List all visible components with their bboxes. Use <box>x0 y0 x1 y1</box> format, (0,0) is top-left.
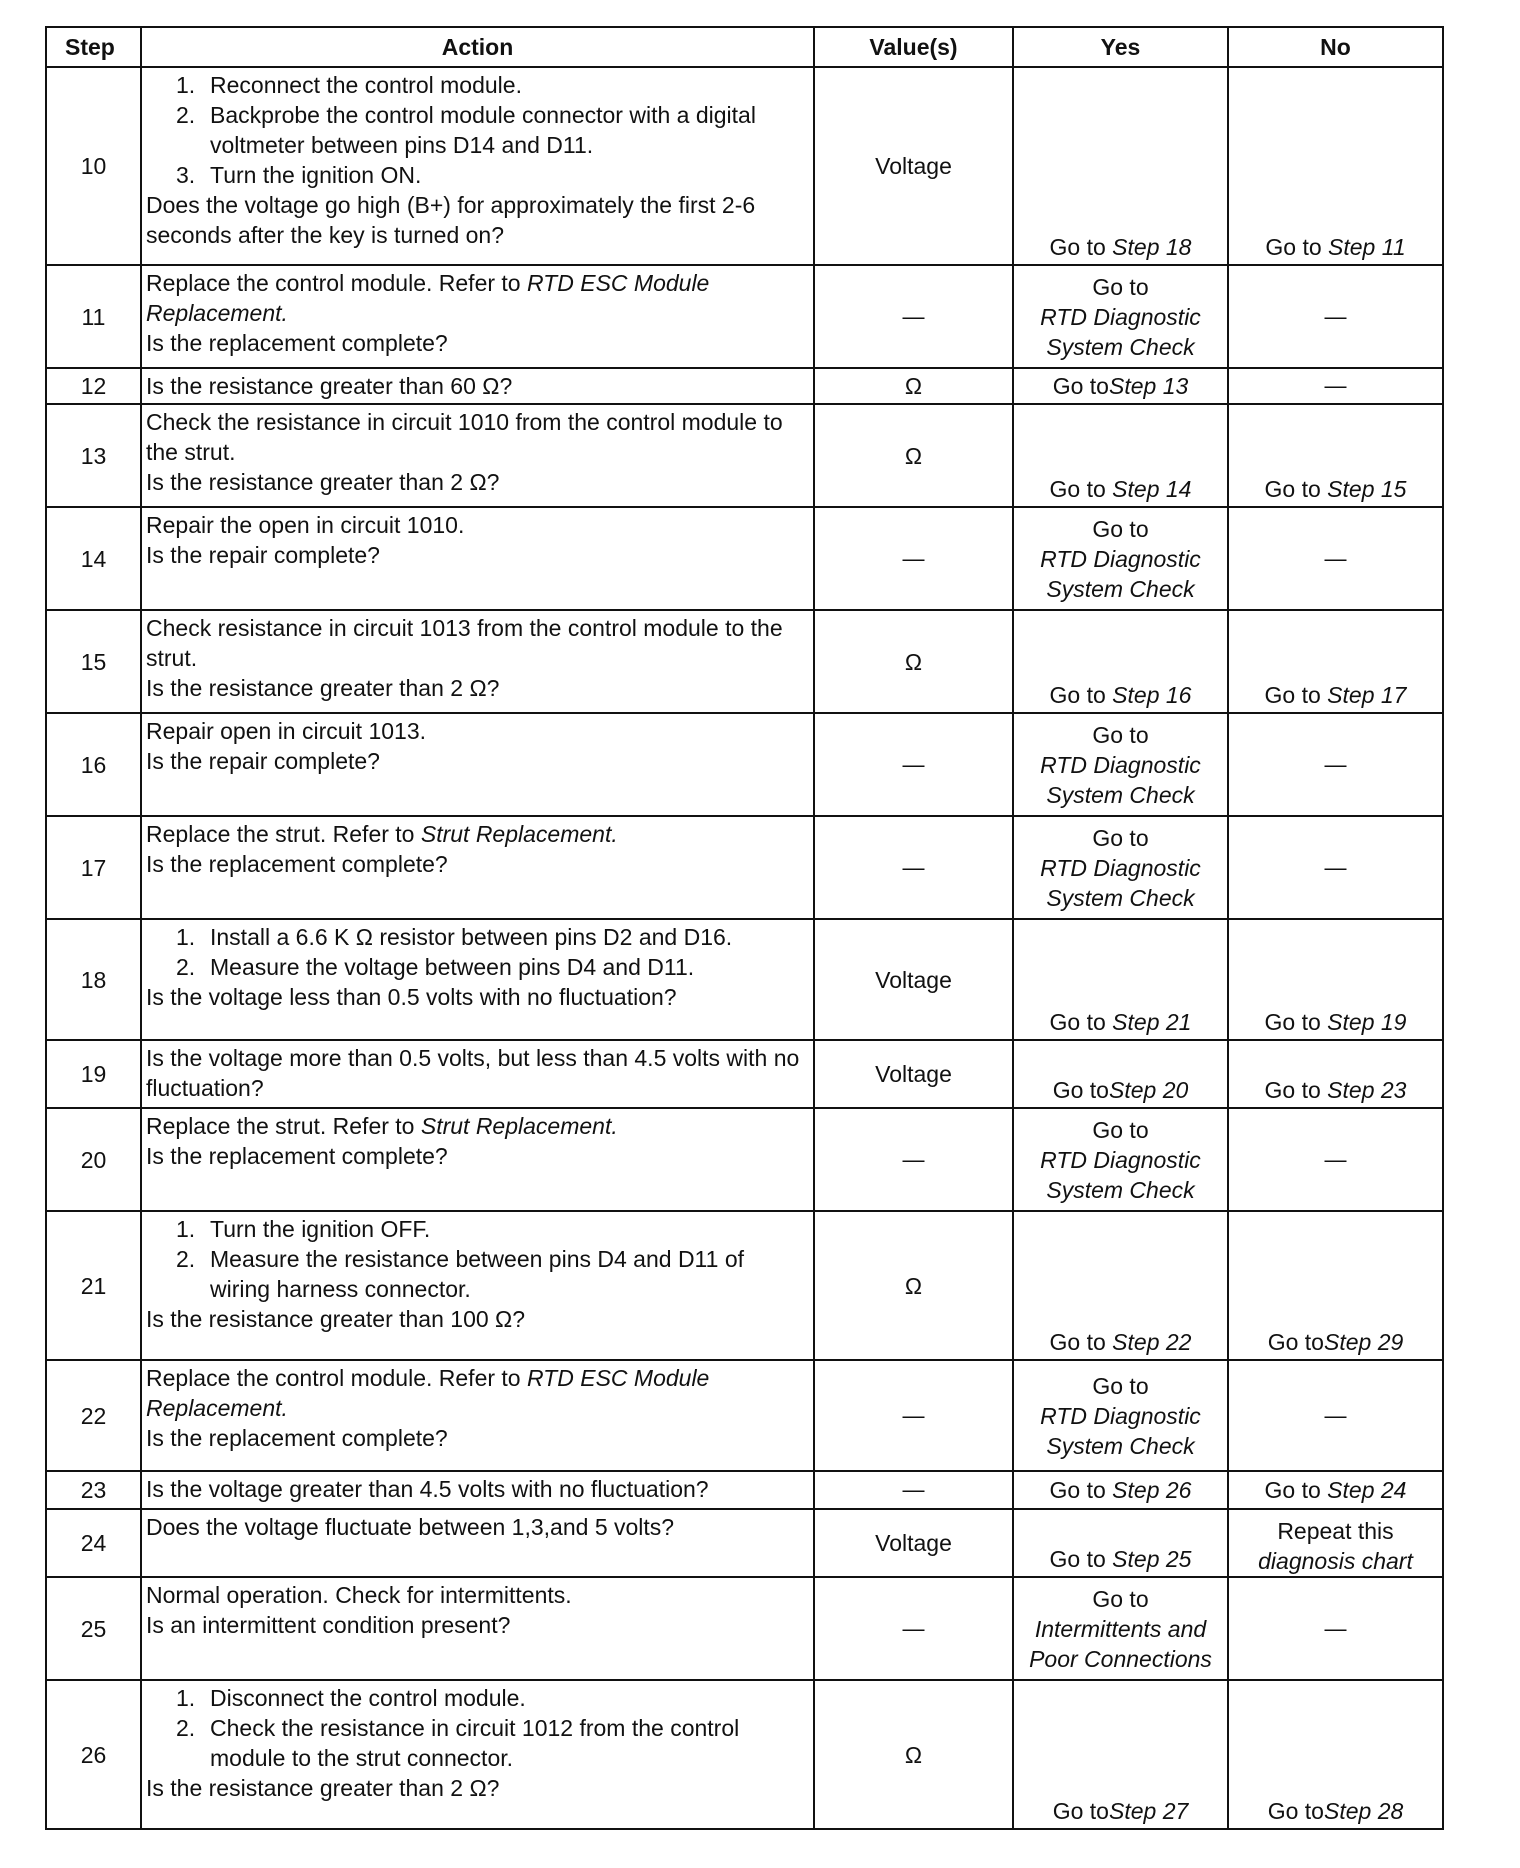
no-cell <box>1228 1471 1443 1509</box>
action-instruction <box>146 407 809 467</box>
table-row <box>46 1509 1443 1577</box>
action-question: Is the voltage more than 0.5 volts, but less than 4.5 volts with no fluctuation? <box>146 1045 800 1101</box>
no-target[interactable]: Step 11 <box>1328 234 1406 260</box>
action-step-item <box>176 1244 809 1304</box>
no-target[interactable]: Step 23 <box>1327 1077 1407 1103</box>
value-cell: Ω <box>814 404 1013 507</box>
yes-cell <box>1013 507 1228 610</box>
diagnostic-table-page <box>45 26 1442 1830</box>
step-number: 25 <box>46 1577 141 1680</box>
header-values: Value(s) <box>814 27 1013 67</box>
header-no: No <box>1228 27 1443 67</box>
value-cell: — <box>814 1471 1013 1509</box>
action-instruction <box>146 510 809 540</box>
yes-goto-text: Go to <box>1049 1329 1113 1355</box>
action-instruction-text: Repair the open in circuit 1010. <box>146 512 465 538</box>
action-question: Is the repair complete? <box>146 748 380 774</box>
yes-goto-text: Go to <box>1049 682 1113 708</box>
action-question: Is the voltage greater than 4.5 volts with no fluctuation? <box>146 1476 709 1502</box>
action-step-item <box>176 952 809 982</box>
action-steps-list <box>146 1214 809 1304</box>
yes-cell <box>1013 1040 1228 1108</box>
yes-target[interactable]: Step 14 <box>1112 476 1192 502</box>
step-number: 18 <box>46 919 141 1040</box>
action-step-text: Measure the resistance between pins D4 and D11 of wiring harness connector. <box>210 1246 744 1302</box>
yes-goto-text: Go to <box>1052 1077 1109 1103</box>
no-goto-text: Go to <box>1267 1329 1324 1355</box>
action-question: Does the voltage go high (B+) for approximately the first 2-6 seconds after the key is turned on? <box>146 192 756 248</box>
step-number: 14 <box>46 507 141 610</box>
no-goto-text: Go to <box>1264 1477 1328 1503</box>
action-cell <box>141 368 814 404</box>
no-target[interactable]: Step 24 <box>1327 1477 1407 1503</box>
yes-target[interactable]: RTD Diagnostic System Check <box>1040 1402 1201 1459</box>
value-cell: Ω <box>814 610 1013 713</box>
action-step-item <box>176 1214 809 1244</box>
action-instruction <box>146 1580 809 1610</box>
yes-goto-text: Go to <box>1049 1477 1113 1503</box>
action-question: Is the resistance greater than 2 Ω? <box>146 469 500 495</box>
yes-cell <box>1013 713 1228 816</box>
action-question: Is the replacement complete? <box>146 330 448 356</box>
yes-cell <box>1013 1360 1228 1471</box>
action-step-text: Measure the voltage between pins D4 and D11. <box>210 954 695 980</box>
yes-cell <box>1013 1680 1228 1829</box>
action-instruction-text: Replace the strut. Refer to <box>146 821 421 847</box>
action-cell <box>141 610 814 713</box>
action-cell <box>141 1680 814 1829</box>
yes-goto-text: Go to <box>1049 1009 1113 1035</box>
step-number: 17 <box>46 816 141 919</box>
value-cell: Voltage <box>814 1509 1013 1577</box>
yes-target[interactable]: Step 26 <box>1112 1477 1192 1503</box>
action-reference: RTD ESC Module Replacement. <box>146 270 710 326</box>
yes-cell <box>1013 265 1228 368</box>
no-cell <box>1228 1680 1443 1829</box>
step-number: 23 <box>46 1471 141 1509</box>
step-number: 24 <box>46 1509 141 1577</box>
action-step-number: 2. <box>176 1715 196 1741</box>
action-step-number: 3. <box>176 162 196 188</box>
action-step-number: 2. <box>176 1246 196 1272</box>
action-cell <box>141 404 814 507</box>
yes-target[interactable]: Intermittents and Poor Connections <box>1029 1615 1212 1672</box>
yes-cell <box>1013 816 1228 919</box>
action-steps-list <box>146 70 809 190</box>
value-cell: — <box>814 1108 1013 1211</box>
no-goto-text: Go to <box>1264 682 1328 708</box>
yes-goto-text: Go to <box>1092 515 1149 542</box>
action-step-text: Backprobe the control module connector with a digital voltmeter between pins D14 and D11. <box>210 102 756 158</box>
no-goto-text: Go to <box>1264 1009 1328 1035</box>
no-target[interactable]: Step 28 <box>1323 1798 1404 1824</box>
action-instruction-text: Replace the control module. Refer to <box>146 270 527 296</box>
step-number: 10 <box>46 67 141 265</box>
header-step: Step <box>46 27 141 67</box>
action-step-text: Turn the ignition OFF. <box>210 1216 431 1242</box>
action-cell <box>141 265 814 368</box>
action-step-number: 2. <box>176 102 196 128</box>
yes-goto-text: Go to <box>1092 273 1149 300</box>
action-reference: Strut Replacement. <box>420 821 618 847</box>
value-cell: — <box>814 816 1013 919</box>
yes-goto-text: Go to <box>1092 1372 1149 1399</box>
yes-cell <box>1013 368 1228 404</box>
no-target[interactable]: Step 15 <box>1327 476 1407 502</box>
action-cell <box>141 67 814 265</box>
action-question: Is the resistance greater than 100 Ω? <box>146 1306 526 1332</box>
diagnostic-table <box>45 26 1444 1830</box>
table-row <box>46 919 1443 1040</box>
header-yes: Yes <box>1013 27 1228 67</box>
action-cell <box>141 713 814 816</box>
action-cell <box>141 1211 814 1360</box>
action-step-text: Check the resistance in circuit 1012 from the control module to the strut connector. <box>210 1715 740 1771</box>
value-cell: Ω <box>814 1680 1013 1829</box>
step-number: 11 <box>46 265 141 368</box>
step-number: 16 <box>46 713 141 816</box>
action-question: Is the resistance greater than 60 Ω? <box>146 373 513 399</box>
no-cell: — <box>1228 368 1443 404</box>
action-cell <box>141 1509 814 1577</box>
action-step-number: 1. <box>176 1685 196 1711</box>
yes-target[interactable]: Step 25 <box>1112 1546 1192 1572</box>
yes-target[interactable]: RTD Diagnostic System Check <box>1040 545 1201 602</box>
no-target[interactable]: Step 17 <box>1327 682 1407 708</box>
yes-cell <box>1013 610 1228 713</box>
no-cell <box>1228 610 1443 713</box>
action-step-item <box>176 160 809 190</box>
action-step-number: 1. <box>176 924 196 950</box>
table-row <box>46 1680 1443 1829</box>
step-number: 22 <box>46 1360 141 1471</box>
action-question: Is the replacement complete? <box>146 1143 448 1169</box>
action-step-number: 1. <box>176 72 196 98</box>
no-cell <box>1228 404 1443 507</box>
value-cell: Ω <box>814 1211 1013 1360</box>
yes-cell <box>1013 1471 1228 1509</box>
yes-cell <box>1013 67 1228 265</box>
no-cell: — <box>1228 1108 1443 1211</box>
no-goto-text: Go to <box>1264 476 1328 502</box>
yes-goto-text: Go to <box>1052 373 1109 399</box>
table-row <box>46 404 1443 507</box>
action-instruction-text: Check resistance in circuit 1013 from the control module to the strut. <box>146 615 783 671</box>
no-cell <box>1228 1211 1443 1360</box>
yes-cell <box>1013 919 1228 1040</box>
action-step-number: 1. <box>176 1216 196 1242</box>
table-row <box>46 1040 1443 1108</box>
table-row <box>46 713 1443 816</box>
step-number: 13 <box>46 404 141 507</box>
table-row <box>46 1471 1443 1509</box>
table-row <box>46 1108 1443 1211</box>
action-instruction <box>146 1111 809 1141</box>
no-goto-text: Go to <box>1267 1798 1324 1824</box>
yes-target[interactable]: Step 18 <box>1112 234 1192 260</box>
value-cell: — <box>814 1360 1013 1471</box>
action-question: Is an intermittent condition present? <box>146 1612 511 1638</box>
yes-goto-text: Go to <box>1092 1585 1149 1612</box>
no-cell <box>1228 1509 1443 1577</box>
table-row <box>46 1577 1443 1680</box>
step-number: 12 <box>46 368 141 404</box>
yes-goto-text: Go to <box>1049 234 1113 260</box>
value-cell: Voltage <box>814 919 1013 1040</box>
action-cell <box>141 507 814 610</box>
value-cell: — <box>814 1577 1013 1680</box>
no-cell: — <box>1228 1360 1443 1471</box>
yes-cell <box>1013 1108 1228 1211</box>
action-instruction-text: Replace the control module. Refer to <box>146 1365 527 1391</box>
value-cell: — <box>814 507 1013 610</box>
action-cell <box>141 816 814 919</box>
action-cell <box>141 919 814 1040</box>
table-row <box>46 610 1443 713</box>
yes-target[interactable]: Step 27 <box>1108 1798 1189 1824</box>
yes-cell <box>1013 1509 1228 1577</box>
value-cell: — <box>814 713 1013 816</box>
action-instruction <box>146 716 809 746</box>
action-cell <box>141 1040 814 1108</box>
action-instruction <box>146 819 809 849</box>
no-target[interactable]: Step 19 <box>1327 1009 1407 1035</box>
value-cell: Voltage <box>814 67 1013 265</box>
action-step-item <box>176 70 809 100</box>
action-cell <box>141 1577 814 1680</box>
action-step-text: Disconnect the control module. <box>210 1685 526 1711</box>
action-instruction <box>146 268 809 328</box>
no-cell: — <box>1228 1577 1443 1680</box>
step-number: 21 <box>46 1211 141 1360</box>
action-question: Is the resistance greater than 2 Ω? <box>146 675 500 701</box>
action-reference: RTD ESC Module Replacement. <box>146 1365 710 1421</box>
no-goto-text: Go to <box>1265 234 1329 260</box>
yes-goto-text: Go to <box>1049 1546 1113 1572</box>
no-goto-text: Go to <box>1264 1077 1328 1103</box>
yes-target[interactable]: RTD Diagnostic System Check <box>1040 1146 1201 1203</box>
action-step-text: Turn the ignition ON. <box>210 162 422 188</box>
action-question: Is the replacement complete? <box>146 851 448 877</box>
action-reference: Strut Replacement. <box>420 1113 618 1139</box>
yes-goto-text: Go to <box>1052 1798 1109 1824</box>
action-instruction <box>146 1363 809 1423</box>
table-row <box>46 507 1443 610</box>
action-question: Does the voltage fluctuate between 1,3,and 5 volts? <box>146 1514 675 1540</box>
yes-goto-text: Go to <box>1092 721 1149 748</box>
table-row <box>46 1360 1443 1471</box>
action-cell <box>141 1471 814 1509</box>
action-step-item <box>176 922 809 952</box>
no-cell <box>1228 919 1443 1040</box>
yes-target[interactable]: RTD Diagnostic System Check <box>1040 854 1201 911</box>
header-row <box>46 27 1443 67</box>
yes-cell <box>1013 1211 1228 1360</box>
action-steps-list <box>146 922 809 982</box>
action-question: Is the resistance greater than 2 Ω? <box>146 1775 500 1801</box>
table-row <box>46 368 1443 404</box>
action-question: Is the replacement complete? <box>146 1425 448 1451</box>
action-instruction-text: Replace the strut. Refer to <box>146 1113 421 1139</box>
yes-goto-text: Go to <box>1092 1116 1149 1143</box>
table-row <box>46 265 1443 368</box>
no-cell: — <box>1228 713 1443 816</box>
action-step-item <box>176 1713 809 1773</box>
no-target[interactable]: Step 29 <box>1323 1329 1404 1355</box>
action-step-item <box>176 100 809 160</box>
yes-target[interactable]: Step 16 <box>1112 682 1192 708</box>
yes-cell <box>1013 1577 1228 1680</box>
yes-goto-text: Go to <box>1092 824 1149 851</box>
yes-target[interactable]: Step 13 <box>1108 373 1189 399</box>
table-row <box>46 1211 1443 1360</box>
step-number: 26 <box>46 1680 141 1829</box>
no-cell <box>1228 67 1443 265</box>
action-cell <box>141 1360 814 1471</box>
action-instruction-text: Normal operation. Check for intermittents. <box>146 1582 572 1608</box>
yes-target[interactable]: RTD Diagnostic System Check <box>1040 751 1201 808</box>
yes-target[interactable]: Step 22 <box>1112 1329 1192 1355</box>
step-number: 20 <box>46 1108 141 1211</box>
action-step-number: 2. <box>176 954 196 980</box>
action-step-text: Install a 6.6 K Ω resistor between pins D2 and D16. <box>210 924 733 950</box>
yes-target[interactable]: Step 20 <box>1108 1077 1189 1103</box>
yes-target[interactable]: Step 21 <box>1112 1009 1192 1035</box>
no-target[interactable]: diagnosis chart <box>1258 1548 1413 1574</box>
action-steps-list <box>146 1683 809 1773</box>
value-cell: — <box>814 265 1013 368</box>
no-cell: — <box>1228 816 1443 919</box>
header-action: Action <box>141 27 814 67</box>
action-question: Is the voltage less than 0.5 volts with no fluctuation? <box>146 984 677 1010</box>
action-question: Is the repair complete? <box>146 542 380 568</box>
step-number: 15 <box>46 610 141 713</box>
table-row <box>46 816 1443 919</box>
action-instruction <box>146 613 809 673</box>
yes-goto-text: Go to <box>1049 476 1113 502</box>
action-cell <box>141 1108 814 1211</box>
no-cell: — <box>1228 265 1443 368</box>
value-cell: Voltage <box>814 1040 1013 1108</box>
no-cell: — <box>1228 507 1443 610</box>
step-number: 19 <box>46 1040 141 1108</box>
no-cell <box>1228 1040 1443 1108</box>
action-step-item <box>176 1683 809 1713</box>
yes-target[interactable]: RTD Diagnostic System Check <box>1040 303 1201 360</box>
action-instruction-text: Check the resistance in circuit 1010 from the control module to the strut. <box>146 409 783 465</box>
table-row <box>46 67 1443 265</box>
value-cell: Ω <box>814 368 1013 404</box>
yes-cell <box>1013 404 1228 507</box>
no-goto-text: Repeat this <box>1277 1518 1394 1544</box>
action-instruction-text: Repair open in circuit 1013. <box>146 718 426 744</box>
action-step-text: Reconnect the control module. <box>210 72 522 98</box>
